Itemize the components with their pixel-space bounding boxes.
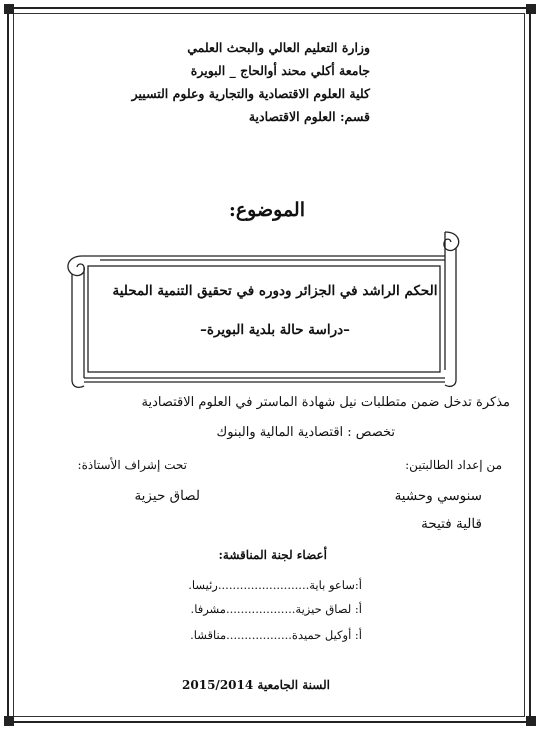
thesis-title: الحكم الراشد في الجزائر ودوره في تحقيق التنمية المحلية [112,283,438,299]
supervisor-label: تحت إشراف الأستاذة: [77,458,187,472]
student-name-2: قالية فتيحة [421,516,482,532]
committee-member-3: أ: أوكيل حميدة..................مناقشا. [190,628,362,642]
subject-label: الموضوع: [228,199,305,221]
corner-ornament-bottom-right [526,716,536,726]
student-name-1: سنوسي وحشية [394,488,482,504]
scroll-banner-icon [60,230,465,390]
department-name: قسم: العلوم الاقتصادية [248,109,370,124]
corner-ornament-bottom-left [4,716,14,726]
academic-year: السنة الجامعية 2015/2014 [182,678,330,692]
memo-line-1: مذكرة تدخل ضمن متطلبات نيل شهادة الماستر في العلوم الاقتصادية [141,395,510,410]
committee-title: أعضاء لجنة المناقشة: [218,548,327,562]
university-name: جامعة أكلي محند أوالحاج _ البويرة [190,63,370,78]
students-label: من إعداد الطالبتين: [405,458,502,472]
case-study-subtitle: –دراسة حالة بلدية البويرة– [200,322,350,338]
memo-line-2: تخصص : اقتصادية المالية والبنوك [216,425,395,440]
ministry-name: وزارة التعليم العالي والبحث العلمي [187,40,370,55]
corner-ornament-top-right [526,4,536,14]
supervisor-name: لصاق حيزية [134,488,200,504]
committee-member-1: أ:ساعو باية.........................رئيسا. [188,578,362,592]
faculty-name: كلية العلوم الاقتصادية والتجارية وعلوم التسيير [131,86,370,101]
committee-member-2: أ: لصاق حيزية...................مشرفا. [190,602,362,616]
corner-ornament-top-left [4,4,14,14]
